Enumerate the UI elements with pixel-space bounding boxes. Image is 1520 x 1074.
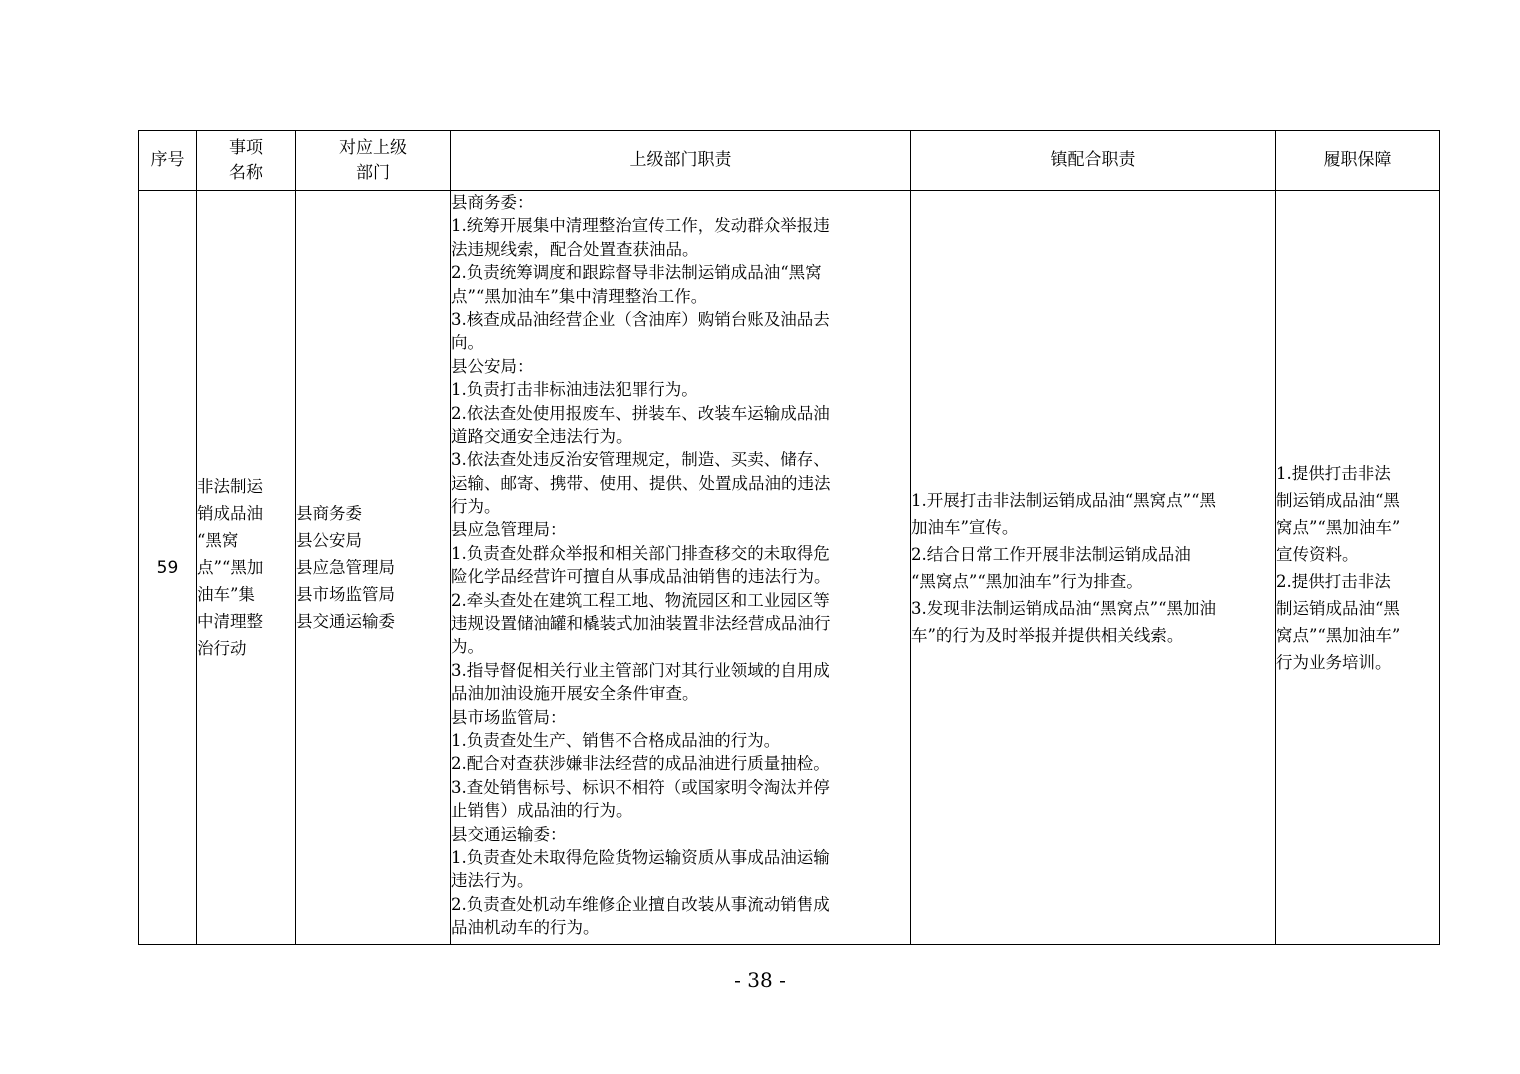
text-line: 非法制运 xyxy=(197,477,263,496)
cell-seq: 59 xyxy=(139,191,197,945)
text-line: 点”“黑加 xyxy=(197,558,264,577)
text-line: 3.依法查处违反治安管理规定，制造、买卖、储存、 xyxy=(451,450,830,470)
text-line: 县交通运输委 xyxy=(296,612,395,631)
text-line: 险化学品经营许可擅自从事成品油销售的违法行为。 xyxy=(451,567,831,587)
text-line: 1.负责查处未取得危险货物运输资质从事成品油运输 xyxy=(451,847,830,867)
text-line: 县应急管理局 xyxy=(296,558,395,577)
table-row xyxy=(139,191,1440,945)
header-town-duty: 镇配合职责 xyxy=(911,131,1276,191)
text-line: 1.负责打击非标油违法犯罪行为。 xyxy=(451,380,698,400)
text-line: 1.统筹开展集中清理整治宣传工作，发动群众举报违 xyxy=(451,216,830,236)
text-line: 为。 xyxy=(451,637,484,657)
text-line: 向。 xyxy=(451,333,484,353)
text-line: 治行动 xyxy=(197,639,247,658)
header-duty: 上级部门职责 xyxy=(451,131,911,191)
text-line: 违规设置储油罐和橇装式加油装置非法经营成品油行 xyxy=(451,614,831,634)
text-line: 2.负责统筹调度和跟踪督导非法制运销成品油“黑窝 xyxy=(451,263,822,283)
text-line: 3.指导督促相关行业主管部门对其行业领域的自用成 xyxy=(451,660,830,680)
text-line: 品油加油设施开展安全条件审查。 xyxy=(451,684,699,704)
text-line: 销成品油 xyxy=(197,504,263,523)
text-line: 油车”集 xyxy=(197,585,255,604)
text-line: 2.依法查处使用报废车、拼装车、改装车运输成品油 xyxy=(451,403,830,423)
text-line: 制运销成品油“黑 xyxy=(1276,490,1400,510)
text-line: 县市场监管局 xyxy=(296,585,395,604)
text-line: 窝点”“黑加油车” xyxy=(1276,625,1401,645)
text-line: 运输、邮寄、携带、使用、提供、处置成品油的违法 xyxy=(451,473,831,493)
header-department: 对应上级 部门 xyxy=(296,131,451,191)
text-line: 3.发现非法制运销成品油“黑窝点”“黑加油 xyxy=(911,598,1217,618)
text-line: 2.配合对查获涉嫌非法经营的成品油进行质量抽检。 xyxy=(451,754,830,774)
text-line: 行为。 xyxy=(451,497,501,517)
text-line: 县商务委： xyxy=(451,193,534,212)
text-line: 窝点”“黑加油车” xyxy=(1276,517,1401,537)
text-line: 2.结合日常工作开展非法制运销成品油 xyxy=(911,544,1191,564)
cell-town-duty xyxy=(911,191,1276,945)
header-item-name: 事项 名称 xyxy=(197,131,296,191)
text-line: 加油车”宣传。 xyxy=(911,517,1019,537)
text-line: 1.开展打击非法制运销成品油“黑窝点”“黑 xyxy=(911,490,1217,510)
text-line: 3.查处销售标号、标识不相符（或国家明令淘汰并停 xyxy=(451,777,830,797)
text-line: 车”的行为及时举报并提供相关线索。 xyxy=(911,625,1184,645)
text-line: 点”“黑加油车”集中清理整治工作。 xyxy=(451,286,708,306)
text-line: 品油机动车的行为。 xyxy=(451,918,600,938)
cell-guarantee xyxy=(1276,191,1440,945)
text-line: “黑窝 xyxy=(197,531,239,550)
responsibility-table xyxy=(138,130,1440,945)
text-line: 违法行为。 xyxy=(451,871,534,891)
header-guarantee: 履职保障 xyxy=(1276,131,1440,191)
text-line: 止销售）成品油的行为。 xyxy=(451,801,633,821)
cell-duty xyxy=(451,191,911,945)
text-line: 制运销成品油“黑 xyxy=(1276,598,1400,618)
text-line: “黑窝点”“黑加油车”行为排查。 xyxy=(911,571,1143,591)
cell-item-name xyxy=(197,191,296,945)
text-line: 县应急管理局： xyxy=(451,520,567,540)
text-line: 2.牵头查处在建筑工程工地、物流园区和工业园区等 xyxy=(451,590,830,610)
header-row xyxy=(139,131,1440,191)
text-line: 县市场监管局： xyxy=(451,707,567,727)
text-line: 1.负责查处群众举报和相关部门排查移交的未取得危 xyxy=(451,543,830,563)
text-line: 1.提供打击非法 xyxy=(1276,463,1391,483)
text-line: 法违规线索，配合处置查获油品。 xyxy=(451,239,699,259)
page-number: - 38 - xyxy=(734,968,786,992)
text-line: 中清理整 xyxy=(197,612,263,631)
text-line: 道路交通安全违法行为。 xyxy=(451,426,633,446)
text-line: 宣传资料。 xyxy=(1276,544,1359,564)
text-line: 县公安局 xyxy=(296,531,362,550)
header-seq: 序号 xyxy=(139,131,197,191)
text-line: 2.提供打击非法 xyxy=(1276,571,1391,591)
text-line: 县公安局： xyxy=(451,356,534,376)
text-line: 行为业务培训。 xyxy=(1276,652,1392,672)
text-line: 2.负责查处机动车维修企业擅自改装从事流动销售成 xyxy=(451,894,830,914)
text-line: 3.核查成品油经营企业（含油库）购销台账及油品去 xyxy=(451,309,830,329)
cell-departments xyxy=(296,191,451,945)
text-line: 县交通运输委： xyxy=(451,824,567,844)
text-line: 县商务委 xyxy=(296,504,362,523)
text-line: 1.负责查处生产、销售不合格成品油的行为。 xyxy=(451,730,781,750)
